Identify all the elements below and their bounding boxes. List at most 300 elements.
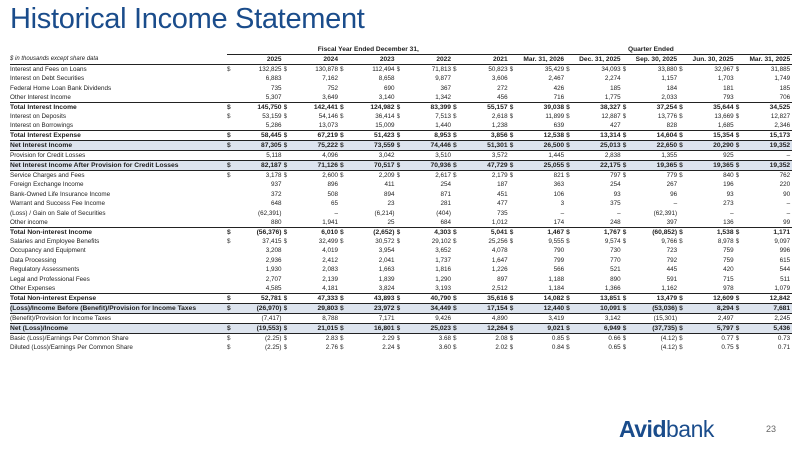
- value-cell: 23,972: [346, 303, 397, 313]
- value-cell: 3,824: [378, 284, 395, 292]
- value-cell: 723: [666, 247, 678, 255]
- table-row: [10, 102, 792, 112]
- value-cell: 17,154: [459, 303, 510, 313]
- row-label: Salaries and Employee Benefits: [10, 238, 100, 246]
- value-cell: 1,538: [685, 227, 736, 237]
- value-cell: 8,294: [685, 303, 736, 313]
- value-cell: 4,890: [491, 314, 508, 322]
- value-cell: 5,307: [265, 93, 282, 101]
- currency-symbol: $: [227, 66, 231, 73]
- currency-symbol: $: [679, 66, 683, 73]
- row-label: Other Interest Income: [10, 93, 71, 101]
- value-cell: 1,445: [548, 152, 565, 160]
- value-cell: 185: [610, 84, 621, 92]
- value-cell: 136: [723, 218, 734, 226]
- currency-symbol: $: [679, 161, 685, 171]
- value-cell: 451: [497, 190, 508, 198]
- value-cell: 840: [723, 172, 734, 180]
- value-cell: 82,187: [233, 161, 284, 171]
- currency-symbol: $: [227, 238, 231, 246]
- currency-symbol: $: [227, 334, 231, 342]
- currency-symbol: $: [453, 66, 457, 73]
- value-cell: 9,097: [774, 238, 791, 246]
- currency-symbol: $: [623, 293, 629, 303]
- value-cell: –: [560, 209, 565, 217]
- table-row: [10, 180, 792, 189]
- value-cell: 7,171: [378, 314, 395, 322]
- value-cell: 37,254: [629, 102, 680, 112]
- value-cell: 372: [270, 190, 282, 198]
- value-cell: (19,553): [233, 323, 284, 333]
- value-cell: 33,880: [657, 66, 678, 73]
- value-cell: 2,497: [717, 314, 734, 322]
- value-cell: 2.02: [495, 344, 508, 352]
- value-cell: 0.66: [608, 334, 621, 342]
- value-cell: (2,652): [346, 227, 397, 237]
- value-cell: –: [673, 200, 678, 208]
- currency-symbol: $: [623, 161, 629, 171]
- value-cell: 19,352: [742, 161, 793, 171]
- value-cell: 185: [779, 84, 791, 92]
- page-number: 23: [766, 424, 777, 434]
- value-cell: 1,775: [604, 93, 621, 101]
- value-cell: (2.25): [265, 344, 282, 352]
- value-cell: 508: [327, 190, 338, 198]
- currency-symbol: $: [510, 131, 516, 141]
- value-cell: (56,376): [233, 227, 284, 237]
- value-cell: 8,978: [717, 238, 734, 246]
- value-cell: 4,181: [322, 284, 338, 292]
- row-label: Net Interest Income: [10, 141, 227, 151]
- row-label: Total Interest Expense: [10, 131, 227, 141]
- value-cell: 4,019: [322, 247, 338, 255]
- currency-symbol: $: [735, 238, 740, 246]
- value-cell: 9,574: [604, 238, 621, 246]
- currency-symbol: $: [453, 161, 459, 171]
- avidbank-logo: [619, 416, 714, 443]
- currency-symbol: $: [566, 334, 570, 342]
- value-cell: 896: [327, 181, 338, 189]
- row-label: Total Interest Income: [10, 102, 227, 112]
- value-cell: 22,175: [572, 161, 623, 171]
- income-statement-table: [10, 45, 792, 352]
- value-cell: 0.77: [721, 334, 734, 342]
- value-cell: 70,936: [403, 161, 454, 171]
- currency-symbol: $: [453, 113, 457, 121]
- currency-symbol: $: [453, 131, 459, 141]
- currency-symbol: $: [566, 293, 572, 303]
- value-cell: 1,238: [491, 122, 508, 130]
- currency-symbol: $: [284, 102, 290, 112]
- value-cell: 5,041: [459, 227, 510, 237]
- table-row: [10, 151, 792, 161]
- currency-symbol: $: [340, 344, 344, 352]
- row-label: Interest on Debt Securities: [10, 75, 85, 83]
- currency-symbol: $: [679, 293, 685, 303]
- currency-symbol: $: [453, 323, 459, 333]
- value-cell: 4,096: [322, 152, 338, 160]
- currency-symbol: $: [510, 227, 516, 237]
- value-cell: 22,650: [629, 141, 680, 151]
- value-cell: 3,042: [378, 152, 395, 160]
- value-cell: 706: [779, 93, 791, 101]
- table-row: [10, 343, 792, 352]
- currency-symbol: $: [227, 227, 233, 237]
- currency-symbol: $: [679, 227, 685, 237]
- value-cell: 2,033: [661, 93, 678, 101]
- value-cell: 36,414: [375, 113, 395, 121]
- currency-symbol: $: [453, 141, 459, 151]
- value-cell: –: [786, 209, 791, 217]
- value-cell: 93: [613, 190, 621, 198]
- currency-symbol: $: [340, 238, 344, 246]
- value-cell: 2.08: [495, 334, 508, 342]
- currency-symbol: $: [622, 172, 627, 180]
- value-cell: 23: [387, 200, 395, 208]
- currency-symbol: $: [510, 293, 516, 303]
- row-label: (Loss) / Gain on Sale of Securities: [10, 209, 106, 217]
- value-cell: 1,663: [378, 266, 395, 274]
- value-cell: 19,365: [629, 161, 680, 171]
- units-note: $ in thousands except share data: [10, 55, 227, 65]
- column-header: Dec. 31, 2025: [566, 55, 623, 65]
- value-cell: 73,559: [346, 141, 397, 151]
- value-cell: 367: [440, 84, 451, 92]
- value-cell: 220: [779, 181, 791, 189]
- column-header: Mar. 31, 2025: [736, 55, 793, 65]
- value-cell: 67,219: [290, 131, 341, 141]
- currency-symbol: $: [284, 227, 290, 237]
- value-cell: 35,616: [459, 293, 510, 303]
- value-cell: 13,851: [572, 293, 623, 303]
- currency-symbol: $: [566, 102, 572, 112]
- currency-symbol: $: [453, 227, 459, 237]
- value-cell: 26,500: [516, 141, 567, 151]
- value-cell: (4.12): [660, 334, 678, 342]
- currency-symbol: $: [227, 161, 233, 171]
- value-cell: 735: [497, 209, 508, 217]
- value-cell: 0.85: [551, 334, 565, 342]
- value-cell: 25,055: [516, 161, 567, 171]
- currency-symbol: $: [679, 344, 683, 352]
- value-cell: 96: [670, 190, 678, 198]
- currency-symbol: $: [736, 227, 742, 237]
- currency-symbol: $: [453, 344, 457, 352]
- value-cell: 411: [384, 181, 395, 189]
- value-cell: 34,449: [403, 303, 454, 313]
- value-cell: 4,585: [265, 284, 282, 292]
- value-cell: 71,813: [431, 66, 451, 73]
- row-label: Foreign Exchange Income: [10, 181, 84, 189]
- table-row: [10, 65, 792, 75]
- currency-symbol: $: [453, 334, 457, 342]
- value-cell: 2,600: [322, 172, 338, 180]
- row-label: Diluted (Loss)/Earnings Per Common Share: [10, 344, 133, 352]
- row-label: (Benefit)/Provision for Income Taxes: [10, 314, 112, 322]
- value-cell: 29,803: [290, 303, 341, 313]
- currency-symbol: $: [509, 172, 514, 180]
- currency-symbol: $: [679, 141, 685, 151]
- value-cell: 456: [497, 93, 508, 101]
- value-cell: 34,525: [742, 102, 793, 112]
- currency-symbol: $: [509, 334, 514, 342]
- value-cell: 3,649: [322, 93, 338, 101]
- value-cell: (15,301): [653, 314, 678, 322]
- row-label: Regulatory Assessments: [10, 266, 80, 274]
- currency-symbol: $: [396, 66, 401, 73]
- currency-symbol: $: [396, 113, 401, 121]
- currency-symbol: $: [736, 131, 742, 141]
- currency-symbol: $: [623, 303, 629, 313]
- value-cell: 5,118: [266, 152, 282, 160]
- value-cell: 2,209: [378, 172, 395, 180]
- currency-symbol: $: [340, 161, 346, 171]
- value-cell: 25,256: [488, 238, 508, 246]
- table-row: [10, 83, 792, 92]
- currency-symbol: $: [340, 293, 346, 303]
- currency-symbol: $: [397, 293, 403, 303]
- currency-symbol: $: [510, 323, 516, 333]
- value-cell: 1,685: [717, 122, 734, 130]
- value-cell: (62,391): [653, 209, 678, 217]
- value-cell: 174: [553, 218, 565, 226]
- value-cell: (53,036): [629, 303, 680, 313]
- currency-symbol: $: [623, 323, 629, 333]
- value-cell: 375: [610, 200, 621, 208]
- value-cell: 1,366: [604, 284, 621, 292]
- table-row: [10, 121, 792, 131]
- currency-symbol: $: [340, 323, 346, 333]
- currency-symbol: $: [736, 141, 742, 151]
- value-cell: 716: [553, 93, 565, 101]
- value-cell: 2.76: [325, 344, 338, 352]
- value-cell: 8,953: [403, 131, 454, 141]
- currency-symbol: $: [622, 238, 627, 246]
- value-cell: 799: [553, 256, 565, 264]
- value-cell: 132,825: [258, 66, 282, 73]
- value-cell: 21,015: [290, 323, 341, 333]
- currency-symbol: $: [397, 161, 403, 171]
- table-row: [10, 265, 792, 274]
- value-cell: 2,412: [322, 256, 338, 264]
- value-cell: –: [786, 152, 791, 160]
- value-cell: –: [786, 200, 791, 208]
- currency-symbol: $: [736, 323, 742, 333]
- value-cell: 12,609: [685, 293, 736, 303]
- table-row: [10, 161, 792, 171]
- table-row: [10, 237, 792, 246]
- value-cell: 65: [330, 200, 338, 208]
- value-cell: 2,346: [774, 122, 791, 130]
- value-cell: (4.12): [660, 344, 678, 352]
- currency-symbol: $: [227, 172, 231, 180]
- value-cell: 43,893: [346, 293, 397, 303]
- value-cell: 248: [610, 218, 621, 226]
- header-spacer: [10, 45, 227, 55]
- value-cell: 790: [553, 247, 565, 255]
- value-cell: 25: [387, 218, 395, 226]
- value-cell: 4,078: [491, 247, 508, 255]
- value-cell: 35,644: [685, 102, 736, 112]
- value-cell: 759: [723, 256, 734, 264]
- currency-symbol: $: [397, 141, 403, 151]
- value-cell: 3,140: [378, 93, 395, 101]
- value-cell: 29,102: [431, 238, 451, 246]
- value-cell: 3,652: [435, 247, 451, 255]
- value-cell: 880: [270, 218, 282, 226]
- value-cell: 181: [723, 84, 734, 92]
- value-cell: 52,781: [233, 293, 284, 303]
- value-cell: –: [617, 209, 621, 217]
- currency-symbol: $: [510, 303, 516, 313]
- value-cell: 3,572: [491, 152, 508, 160]
- value-cell: 6,883: [265, 75, 282, 83]
- value-cell: 897: [497, 275, 508, 283]
- value-cell: 31,885: [770, 66, 791, 73]
- currency-symbol: $: [735, 334, 740, 342]
- value-cell: –: [730, 209, 734, 217]
- value-cell: 3,954: [378, 247, 395, 255]
- currency-symbol: $: [283, 238, 288, 246]
- value-cell: 759: [723, 247, 734, 255]
- table-row: [10, 227, 792, 237]
- currency-symbol: $: [340, 102, 346, 112]
- value-cell: 112,494: [372, 66, 395, 73]
- value-cell: 16,801: [346, 323, 397, 333]
- value-cell: 196: [723, 181, 734, 189]
- table-row: [10, 218, 792, 228]
- row-label: Service Charges and Fees: [10, 172, 85, 180]
- table-row: [10, 131, 792, 141]
- value-cell: 2.24: [382, 344, 395, 352]
- value-cell: 254: [440, 181, 451, 189]
- value-cell: 254: [610, 181, 621, 189]
- value-cell: 2.29: [382, 334, 395, 342]
- value-cell: 3,419: [548, 314, 565, 322]
- value-cell: 639: [553, 122, 565, 130]
- currency-symbol: $: [735, 113, 740, 121]
- value-cell: 2,707: [265, 275, 282, 283]
- value-cell: –: [334, 209, 338, 217]
- value-cell: 2,618: [491, 113, 508, 121]
- value-cell: 420: [723, 266, 734, 274]
- currency-symbol: $: [679, 113, 683, 121]
- value-cell: 99: [783, 218, 791, 226]
- currency-symbol: $: [679, 238, 683, 246]
- value-cell: 15,354: [685, 131, 736, 141]
- currency-symbol: $: [566, 238, 570, 246]
- logo-part-2: bank: [666, 416, 714, 442]
- page-title: Historical Income Statement: [10, 3, 365, 35]
- value-cell: 1,290: [435, 275, 451, 283]
- currency-symbol: $: [227, 323, 233, 333]
- value-cell: 1,647: [491, 256, 508, 264]
- value-cell: 13,669: [714, 113, 734, 121]
- value-cell: 1,355: [661, 152, 678, 160]
- value-cell: 3,510: [435, 152, 451, 160]
- table-row: [10, 293, 792, 303]
- currency-symbol: $: [566, 131, 572, 141]
- value-cell: 37,415: [262, 238, 282, 246]
- value-cell: 32,499: [318, 238, 338, 246]
- table-row: [10, 93, 792, 103]
- value-cell: 2.83: [325, 334, 338, 342]
- value-cell: 937: [270, 181, 282, 189]
- currency-symbol: $: [735, 344, 740, 352]
- currency-symbol: $: [623, 131, 629, 141]
- value-cell: 1,184: [548, 284, 565, 292]
- value-cell: 684: [440, 218, 451, 226]
- value-cell: 12,440: [516, 303, 567, 313]
- currency-symbol: $: [227, 293, 233, 303]
- value-cell: 106: [553, 190, 565, 198]
- currency-symbol: $: [623, 141, 629, 151]
- value-cell: 10,091: [572, 303, 623, 313]
- value-cell: 47,333: [290, 293, 341, 303]
- currency-symbol: $: [736, 161, 742, 171]
- value-cell: 1,171: [742, 227, 793, 237]
- currency-symbol: $: [736, 102, 742, 112]
- value-cell: 477: [497, 200, 508, 208]
- value-cell: 1,816: [435, 266, 451, 274]
- value-cell: 142,441: [290, 102, 341, 112]
- value-cell: 2,274: [604, 75, 621, 83]
- value-cell: 38,327: [572, 102, 623, 112]
- currency-symbol: $: [679, 303, 685, 313]
- currency-symbol: $: [396, 334, 401, 342]
- value-cell: 1,930: [265, 266, 282, 274]
- value-cell: 1,226: [491, 266, 508, 274]
- value-cell: 272: [497, 84, 508, 92]
- currency-symbol: $: [284, 293, 290, 303]
- value-cell: 124,982: [346, 102, 397, 112]
- value-cell: 925: [723, 152, 734, 160]
- currency-symbol: $: [396, 172, 401, 180]
- value-cell: 40,790: [403, 293, 454, 303]
- value-cell: 779: [666, 172, 678, 180]
- value-cell: 12,538: [516, 131, 567, 141]
- value-cell: 8,658: [378, 75, 395, 83]
- table-row: [10, 74, 792, 83]
- currency-symbol: $: [340, 66, 344, 73]
- row-label: Total Non-interest Income: [10, 227, 227, 237]
- currency-symbol: $: [340, 334, 344, 342]
- value-cell: 3,178: [265, 172, 282, 180]
- row-label: Interest on Deposits: [10, 113, 67, 121]
- table-row: [10, 274, 792, 283]
- value-cell: 2,467: [548, 75, 565, 83]
- value-cell: 1,440: [435, 122, 451, 130]
- value-cell: 591: [666, 275, 678, 283]
- row-label: Net Interest Income After Provision for Credit Losses: [10, 161, 227, 171]
- currency-symbol: $: [396, 238, 401, 246]
- value-cell: 70,517: [346, 161, 397, 171]
- currency-symbol: $: [453, 293, 459, 303]
- value-cell: 15,009: [375, 122, 395, 130]
- value-cell: 267: [666, 181, 678, 189]
- logo-part-1: Avid: [619, 416, 666, 442]
- column-header: 2021: [453, 55, 510, 65]
- value-cell: 5,797: [685, 323, 736, 333]
- value-cell: 7,681: [742, 303, 793, 313]
- currency-symbol: $: [284, 141, 290, 151]
- value-cell: 615: [779, 256, 791, 264]
- value-cell: 2,838: [604, 152, 621, 160]
- value-cell: 752: [327, 84, 338, 92]
- value-cell: 793: [723, 93, 734, 101]
- currency-symbol: $: [566, 141, 572, 151]
- value-cell: 7,513: [435, 113, 451, 121]
